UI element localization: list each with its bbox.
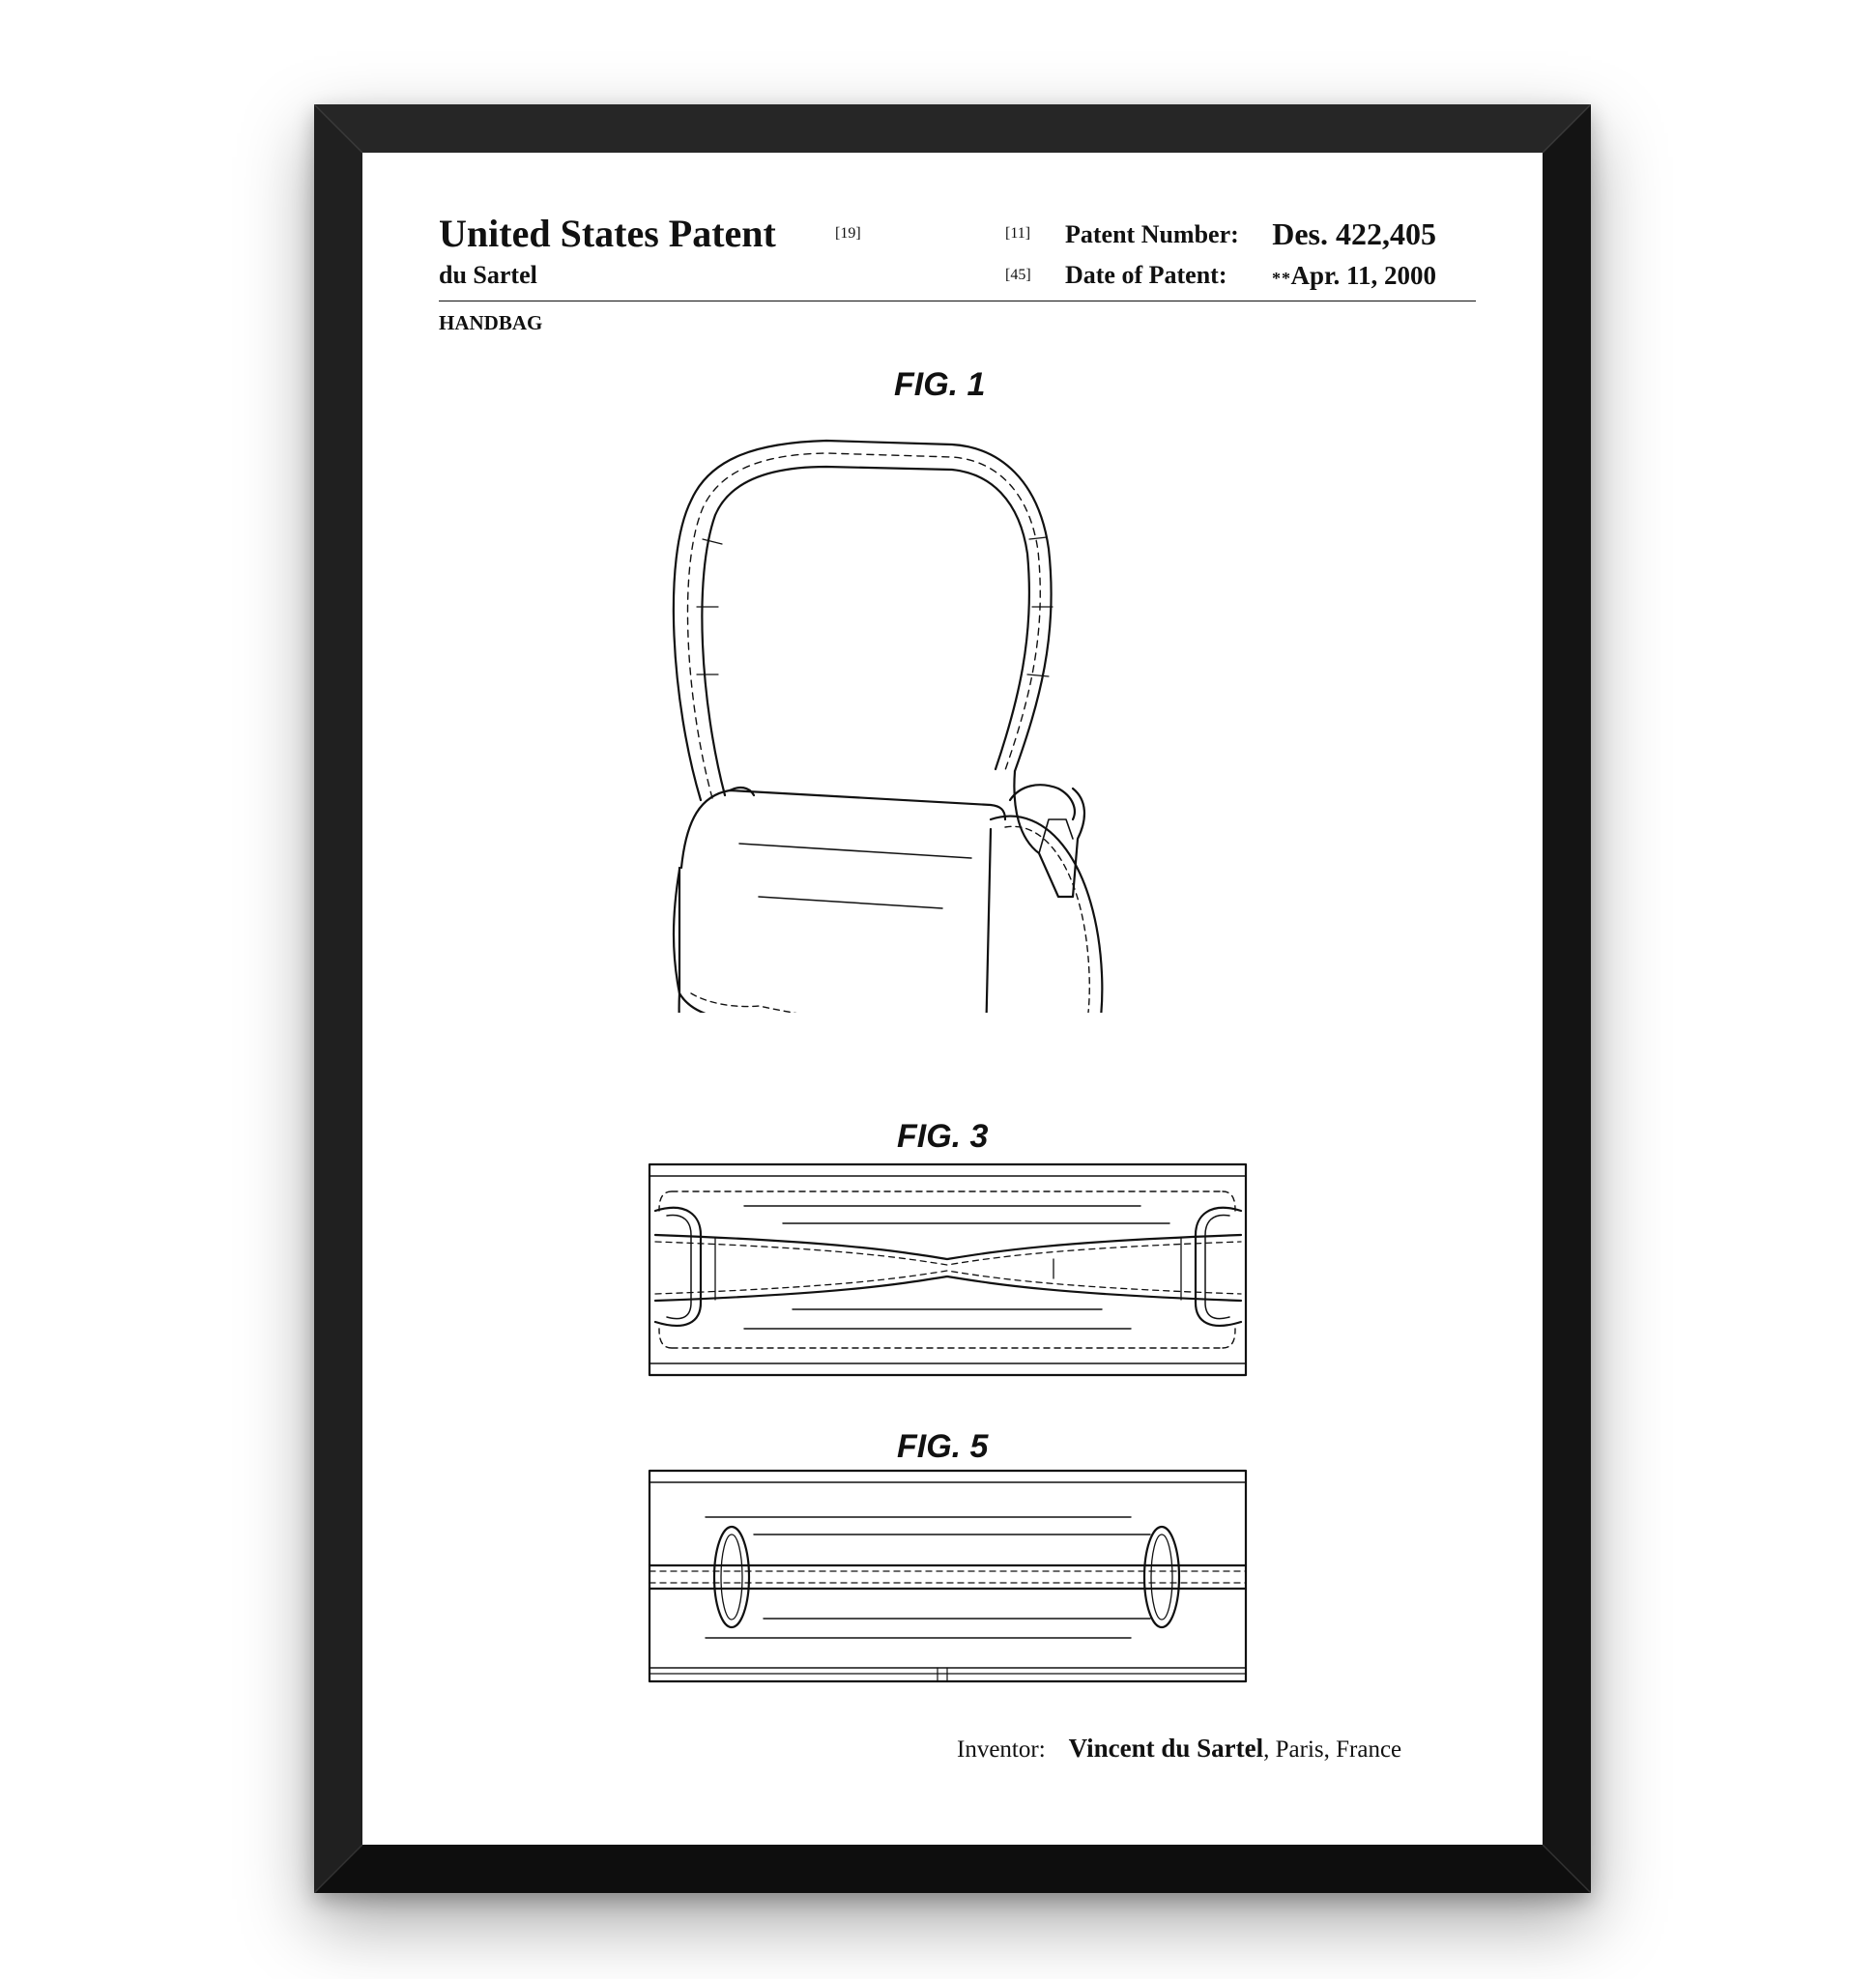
title-code: [19] xyxy=(835,225,861,242)
number-code: [11] xyxy=(1005,225,1031,242)
date-value: Apr. 11, 2000 xyxy=(1290,261,1436,290)
patent-number-label: Patent Number: xyxy=(1065,220,1239,248)
inventor-credit xyxy=(957,1734,1401,1764)
picture-frame xyxy=(314,104,1591,1893)
patent-print xyxy=(362,153,1543,1845)
inventor-location: , Paris, France xyxy=(1263,1736,1402,1763)
handbag-top-view-drawing xyxy=(648,1162,1249,1380)
handbag-perspective-drawing xyxy=(633,414,1174,1013)
patent-number-value: Des. 422,405 xyxy=(1272,216,1436,251)
patent-title: United States Patent xyxy=(439,212,776,255)
fig-1-label: FIG. 1 xyxy=(894,366,986,403)
handbag-bottom-view-drawing xyxy=(648,1469,1249,1686)
fig-5-label: FIG. 5 xyxy=(897,1428,989,1465)
inventor-name: Vincent du Sartel xyxy=(1068,1734,1264,1763)
date-stars: ** xyxy=(1272,269,1291,288)
date-label: Date of Patent: xyxy=(1065,261,1227,289)
fig-3-label: FIG. 3 xyxy=(897,1118,989,1155)
inventor-short: du Sartel xyxy=(439,261,537,289)
date-code: [45] xyxy=(1005,267,1031,283)
design-title: HANDBAG xyxy=(439,311,543,334)
inventor-label: Inventor: xyxy=(957,1736,1046,1763)
